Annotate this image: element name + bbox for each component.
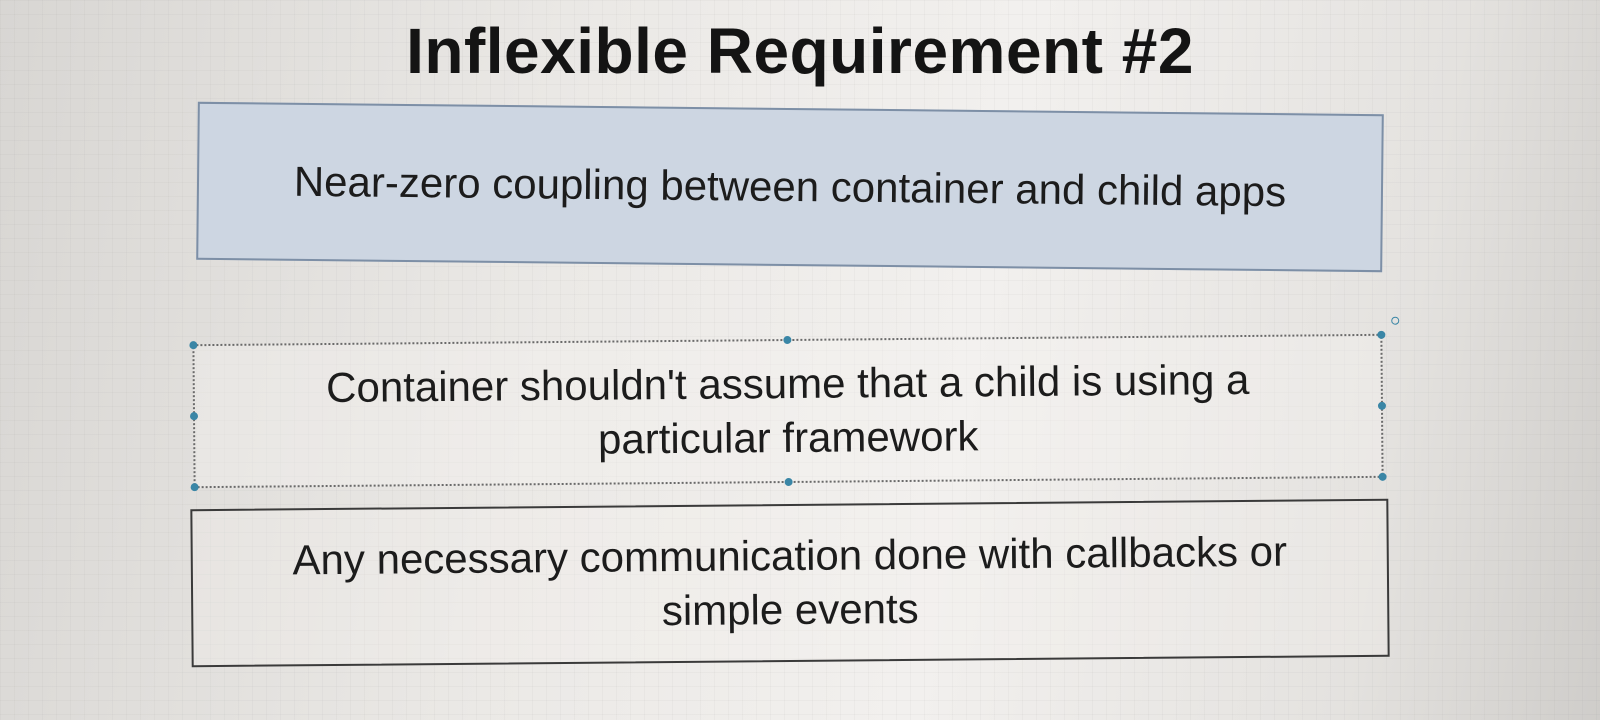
text-box-framework-label: Container shouldn't assume that a child is using a particular framework	[325, 355, 1250, 463]
resize-handle-top-right[interactable]	[1377, 331, 1385, 339]
resize-handle-bottom-right[interactable]	[1379, 473, 1387, 481]
resize-handle-top-left[interactable]	[189, 341, 197, 349]
text-box-framework-selected[interactable]	[192, 334, 1383, 488]
text-box-coupling-label: Near-zero coupling between container and child apps	[293, 157, 1287, 216]
resize-handle-middle-left[interactable]	[190, 412, 198, 420]
resize-handle-top-middle[interactable]	[783, 336, 791, 344]
text-box-communication[interactable]	[190, 499, 1389, 667]
resize-handle-bottom-left[interactable]	[191, 483, 199, 491]
text-box-communication-label: Any necessary communication done with callbacks or simple events	[292, 527, 1288, 635]
resize-handle-bottom-middle[interactable]	[785, 478, 793, 486]
resize-handle-middle-right[interactable]	[1378, 402, 1386, 410]
slide-title[interactable]: Inflexible Requirement #2	[406, 15, 1194, 87]
rotate-handle-icon[interactable]	[1391, 317, 1399, 325]
text-box-coupling[interactable]	[196, 102, 1384, 272]
